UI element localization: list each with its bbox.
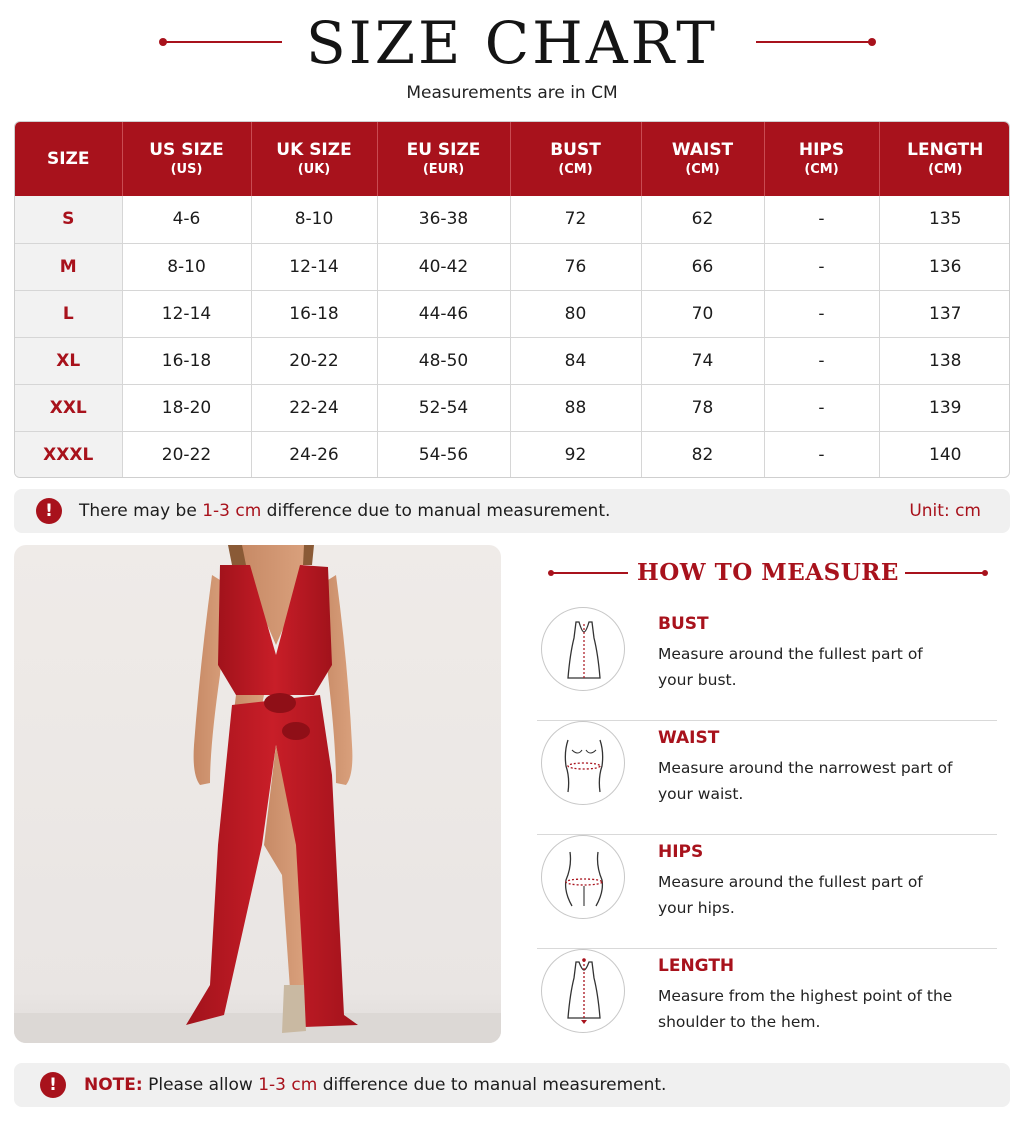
table-cell: 18-20 [122,384,251,431]
table-cell: 135 [879,196,1010,243]
how-to-measure-heading [548,555,988,591]
measure-description: Measure around the narrowest part of your waist. [658,759,953,803]
table-cell: 82 [641,431,764,478]
alert-icon: ! [40,1072,66,1098]
size-cell: S [15,196,122,243]
table-cell: 16-18 [251,290,377,337]
size-cell: XXXL [15,431,122,478]
table-cell: 136 [879,243,1010,290]
measure-description: Measure from the highest point of the shoulder to the hem. [658,987,953,1031]
size-cell: XL [15,337,122,384]
table-cell: 140 [929,444,962,465]
table-cell: - [764,243,879,290]
table-row [15,290,1010,337]
dress-silhouette-icon [541,607,625,691]
note-bar [14,1063,1010,1107]
table-header-row [15,122,1010,196]
header-eu-size: EU SIZE (EUR) [377,122,510,196]
size-cell: XXL [15,384,122,431]
table-cell: 8-10 [122,243,251,290]
table-cell: 40-42 [377,243,510,290]
table-cell: 139 [879,384,1010,431]
size-cell: L [15,290,122,337]
header-uk-size: UK SIZE (UK) [251,122,377,196]
header-length: LENGTH (CM) [879,122,1010,196]
measure-title: HIPS [658,842,704,862]
page-title: SIZE CHART [306,9,718,77]
notice-text: There may be 1-3 cm difference due to manual measurement. [79,501,611,521]
measurement-notice [14,489,1010,533]
header-bust: BUST (CM) [510,122,641,196]
measure-description: Measure around the fullest part of your bust. [658,645,923,689]
table-cell: 36-38 [377,196,510,243]
table-row [15,337,1010,384]
table-cell: - [764,290,879,337]
header-waist: WAIST (CM) [641,122,764,196]
table-cell: 74 [641,337,764,384]
table-cell: 8-10 [251,196,377,243]
heading-rule-right [905,572,983,574]
table-cell: 20-22 [251,337,377,384]
table-cell: 24-26 [251,431,377,478]
measure-description: Measure around the fullest part of your hips. [658,873,923,917]
table-cell: 80 [510,290,641,337]
how-to-measure-title: HOW TO MEASURE [637,559,899,586]
table-cell: 16-18 [122,337,251,384]
measure-item-waist [537,721,997,835]
table-row [15,196,1010,243]
table-cell: - [764,431,879,478]
table-row [15,243,1010,290]
measure-title: LENGTH [658,956,735,976]
table-cell: 66 [641,243,764,290]
title-rule-right [756,41,874,43]
table-cell: 54-56 [377,431,510,478]
table-cell: 4-6 [122,196,251,243]
table-cell: 12-14 [122,290,251,337]
table-cell: 44-46 [377,290,510,337]
dress-length-icon [541,949,625,1033]
table-cell: - [764,337,879,384]
table-cell: 138 [879,337,1010,384]
table-cell: 62 [641,196,764,243]
table-cell: 12-14 [251,243,377,290]
heading-dot-right [982,570,988,576]
table-cell: 88 [510,384,641,431]
measure-title: BUST [658,614,709,634]
measure-title: WAIST [658,728,720,748]
measure-item-length [537,949,997,1063]
table-cell: 52-54 [377,384,510,431]
hips-icon [541,835,625,919]
size-cell: M [15,243,122,290]
table-cell: 48-50 [377,337,510,384]
unit-label: Unit: cm [909,501,981,521]
table-cell: 70 [641,290,764,337]
table-cell: 92 [510,431,641,478]
header [0,8,1024,78]
table-cell: - [764,384,879,431]
table-cell: - [764,196,879,243]
red-dress-model-illustration [14,545,501,1043]
table-cell: 22-24 [251,384,377,431]
table-cell: 78 [641,384,764,431]
measure-item-bust [537,607,997,721]
size-table [14,121,1010,478]
measure-item-hips [537,835,997,949]
torso-waist-icon [541,721,625,805]
table-cell: 84 [510,337,641,384]
header-size: SIZE [15,122,122,196]
table-cell: 76 [510,243,641,290]
table-cell: 137 [879,290,1010,337]
table-cell: 20-22 [122,431,251,478]
header-hips: HIPS (CM) [764,122,879,196]
product-photo [14,545,501,1043]
table-row [15,384,1010,431]
alert-icon: ! [36,498,62,524]
note-text: NOTE: Please allow 1-3 cm difference due to manual measurement. [84,1075,667,1095]
table-row [15,431,1010,478]
table-cell: 72 [510,196,641,243]
header-us-size: US SIZE (US) [122,122,251,196]
page-subtitle: Measurements are in CM [406,83,618,103]
